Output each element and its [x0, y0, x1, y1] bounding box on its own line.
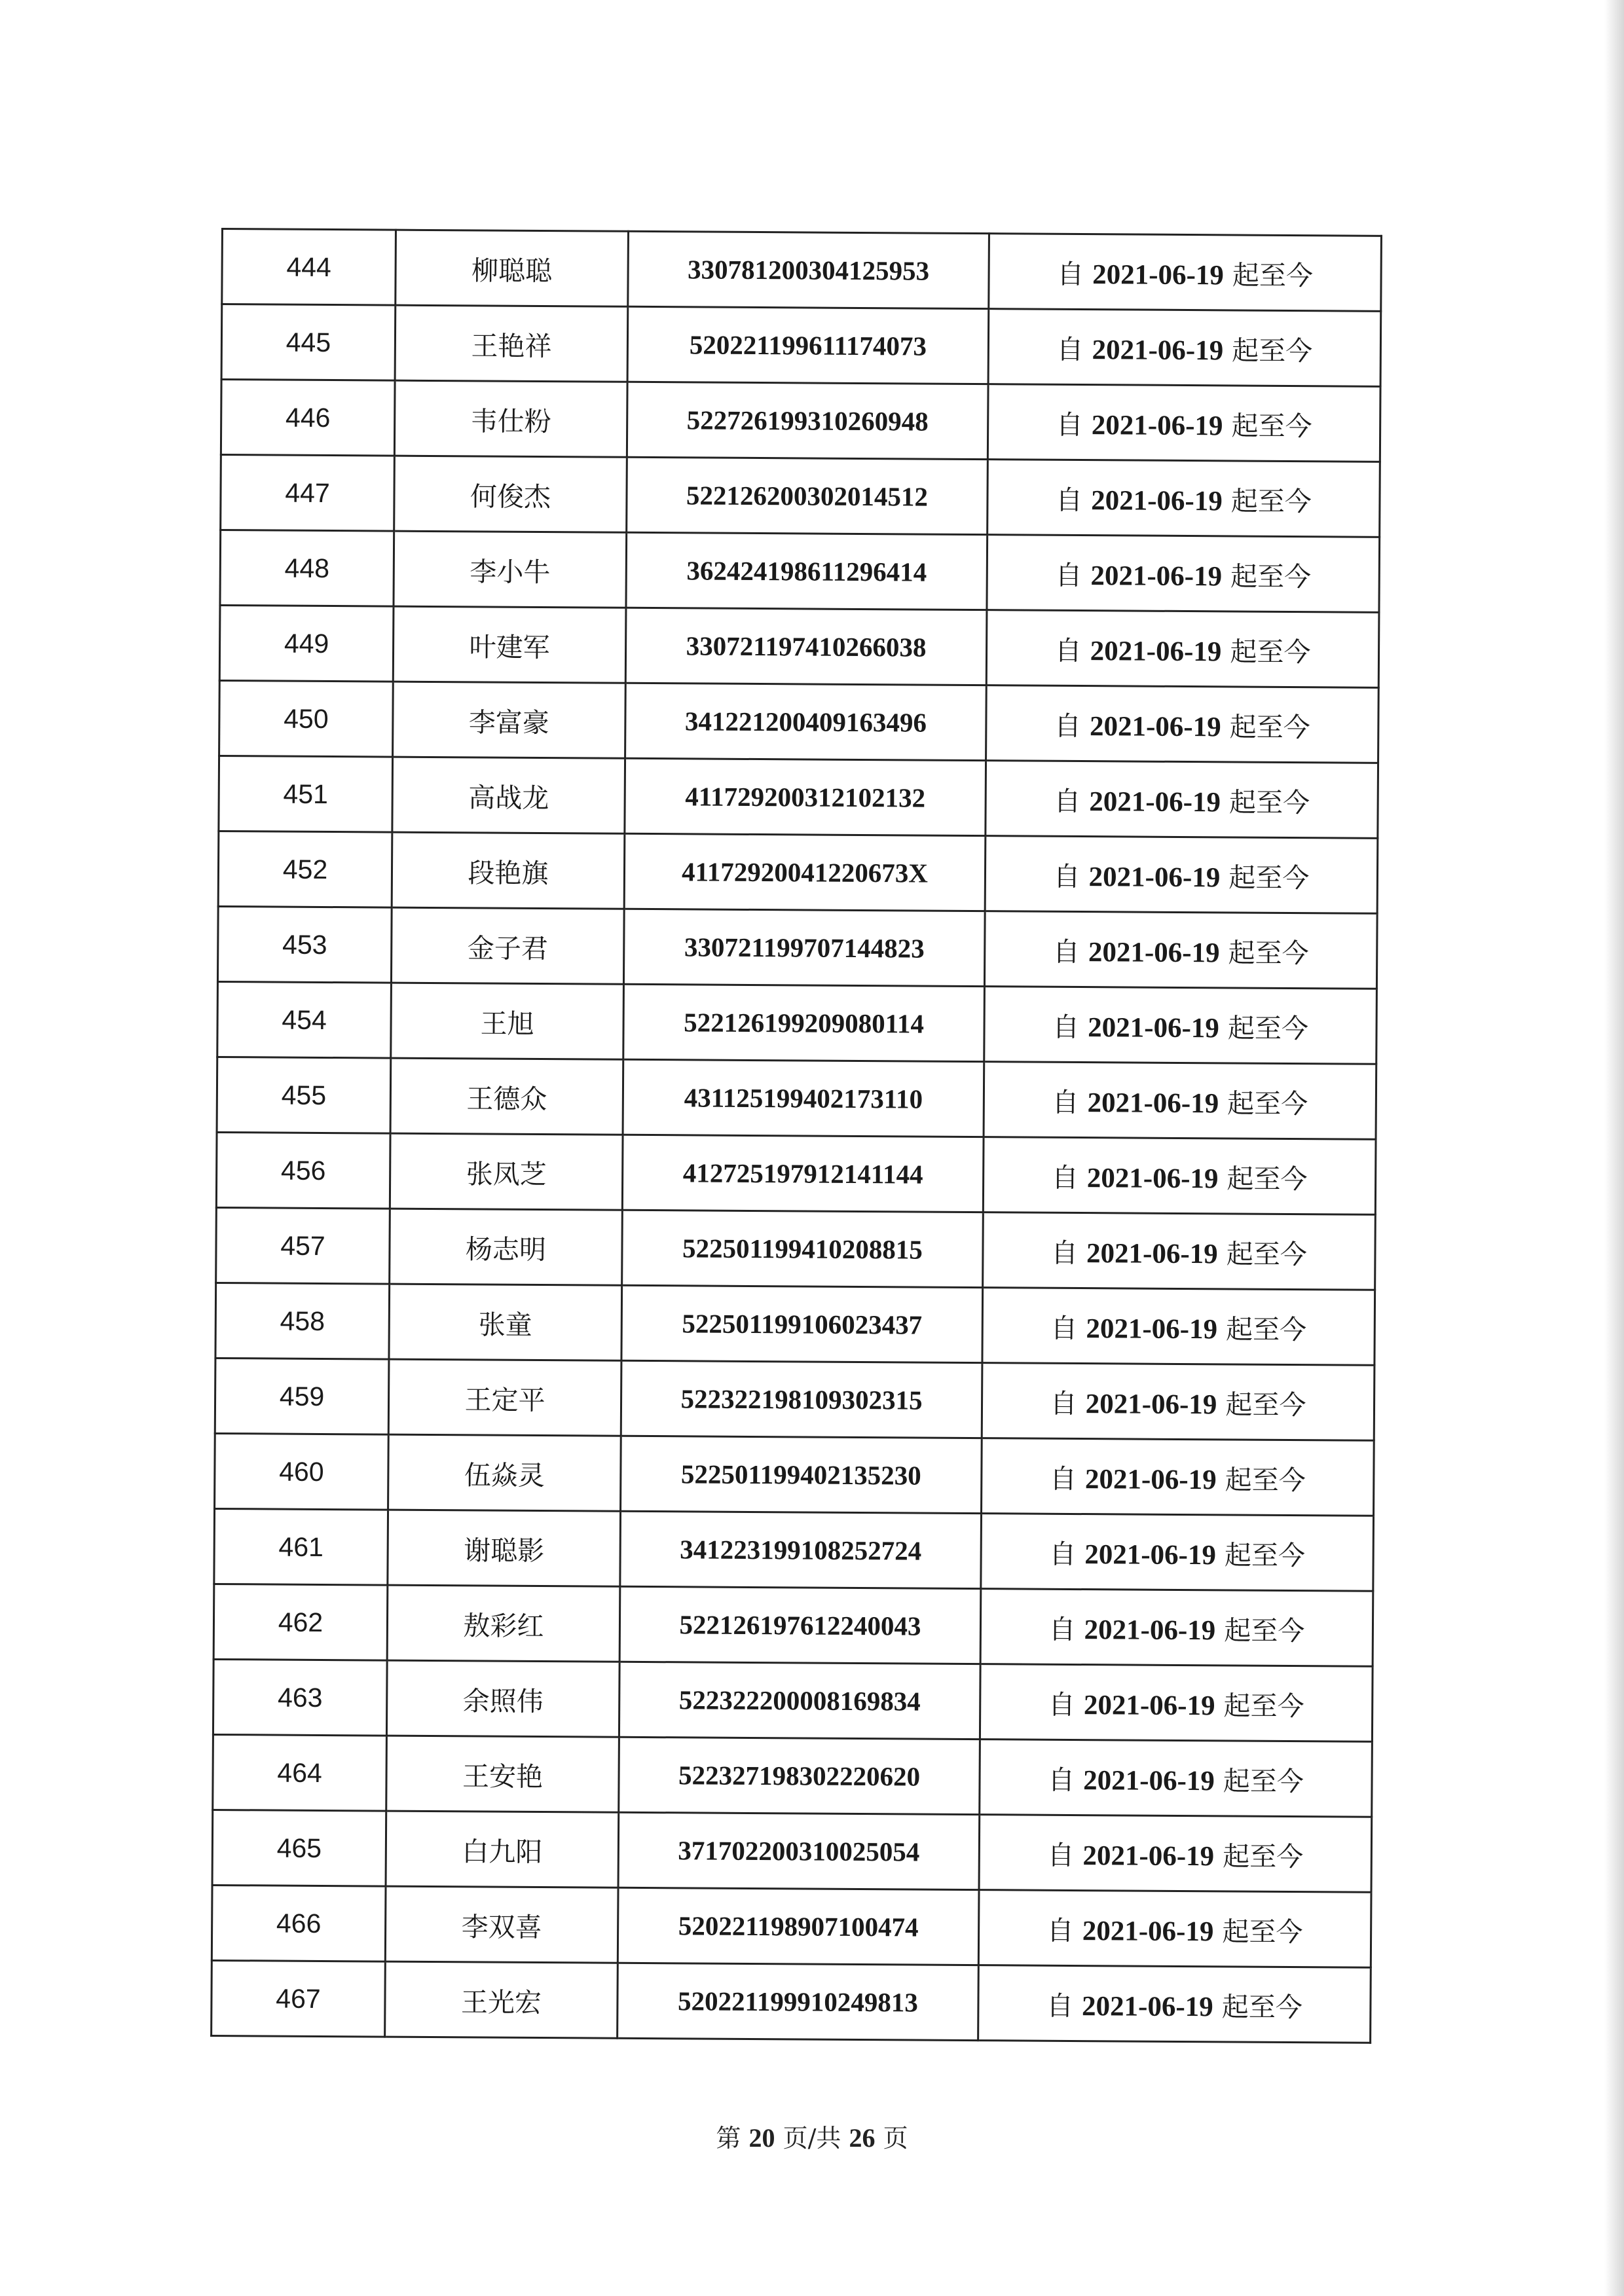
table-row [222, 229, 1382, 312]
current-page-number: 20 [748, 2123, 775, 2153]
name-cell: 王旭 [391, 983, 624, 1059]
name-cell: 张童 [389, 1284, 622, 1360]
period-start-date: 2021-06-19 [1084, 1539, 1217, 1571]
period-cell [978, 1965, 1371, 2043]
row-number-cell: 445 [221, 304, 396, 381]
period-start-date: 2021-06-19 [1087, 1087, 1219, 1119]
period-suffix: 起至今 [1224, 1539, 1306, 1571]
name-cell: 伍焱灵 [388, 1434, 621, 1511]
row-number-cell: 465 [212, 1810, 386, 1886]
row-number-cell: 444 [222, 229, 396, 306]
row-number-cell: 452 [218, 831, 392, 907]
period-start-date: 2021-06-19 [1083, 1689, 1215, 1721]
period-prefix: 自 [1050, 1312, 1078, 1344]
row-number-cell: 449 [219, 605, 394, 682]
name-cell: 谢聪影 [388, 1510, 621, 1586]
period-cell [983, 1212, 1376, 1290]
row-number-cell: 459 [215, 1358, 389, 1434]
name-cell: 余照伟 [386, 1660, 619, 1737]
period-suffix: 起至今 [1225, 1388, 1306, 1421]
period-prefix: 自 [1054, 710, 1082, 742]
id-number-cell: 520221199611174073 [627, 306, 989, 384]
name-cell: 白九阳 [386, 1811, 619, 1887]
table-row [221, 380, 1380, 462]
period-cell [982, 1363, 1375, 1441]
id-number-cell: 41172920041220673X [624, 833, 986, 911]
table-row [212, 1885, 1371, 1967]
id-number-cell: 431125199402173110 [623, 1059, 984, 1137]
row-number-cell: 462 [213, 1584, 388, 1660]
period-prefix: 自 [1048, 1688, 1076, 1721]
footer-middle: 页/共 [783, 2124, 841, 2153]
id-number-cell: 412725197912141144 [622, 1135, 984, 1212]
period-prefix: 自 [1046, 1990, 1074, 2022]
row-number-cell: 451 [219, 756, 393, 832]
table-row [212, 1960, 1371, 2043]
period-start-date: 2021-06-19 [1082, 1915, 1214, 1947]
period-cell [986, 685, 1379, 763]
period-start-date: 2021-06-19 [1086, 1162, 1219, 1194]
id-number-cell: 522126199209080114 [623, 984, 985, 1061]
period-suffix: 起至今 [1222, 1915, 1303, 1948]
period-prefix: 自 [1048, 1764, 1075, 1796]
row-number-cell: 467 [212, 1960, 386, 2037]
table-row [214, 1508, 1374, 1591]
id-number-cell: 411729200312102132 [625, 758, 986, 835]
name-cell: 李双喜 [385, 1886, 618, 1963]
id-number-cell: 522126197612240043 [619, 1586, 981, 1664]
period-cell [984, 987, 1377, 1065]
period-suffix: 起至今 [1225, 1463, 1306, 1496]
name-cell: 韦仕粉 [394, 380, 627, 457]
period-prefix: 自 [1046, 1914, 1074, 1946]
table-row [212, 1810, 1372, 1892]
period-prefix: 自 [1057, 258, 1084, 290]
row-number-cell: 466 [212, 1885, 386, 1961]
table-row [216, 1132, 1376, 1214]
name-cell: 王艳祥 [395, 305, 628, 382]
table-row [216, 1207, 1376, 1290]
period-start-date: 2021-06-19 [1081, 1990, 1213, 2022]
period-start-date: 2021-06-19 [1086, 1237, 1218, 1269]
name-cell: 何俊杰 [394, 456, 627, 532]
period-start-date: 2021-06-19 [1083, 1764, 1215, 1796]
period-prefix: 自 [1051, 1161, 1079, 1194]
id-number-cell: 522726199310260948 [627, 382, 988, 459]
row-number-cell: 455 [217, 1057, 391, 1133]
row-number-cell: 450 [219, 680, 394, 757]
period-prefix: 自 [1049, 1538, 1077, 1570]
page-footer [0, 2118, 1624, 2154]
period-suffix: 起至今 [1232, 334, 1313, 367]
period-suffix: 起至今 [1225, 1313, 1307, 1345]
id-number-cell: 522501199106023437 [621, 1285, 983, 1362]
name-cell: 柳聪聪 [396, 230, 629, 306]
table-row [219, 605, 1379, 687]
row-number-cell: 457 [216, 1207, 390, 1284]
period-suffix: 起至今 [1223, 1764, 1304, 1797]
name-cell: 高战龙 [392, 757, 625, 833]
id-number-cell: 520221198907100474 [618, 1887, 979, 1965]
id-number-cell: 522322200008169834 [619, 1662, 980, 1739]
id-number-cell: 522501199410208815 [622, 1210, 984, 1287]
period-start-date: 2021-06-19 [1084, 1614, 1216, 1646]
period-start-date: 2021-06-19 [1088, 936, 1220, 968]
period-cell [981, 1514, 1374, 1592]
period-prefix: 自 [1050, 1237, 1079, 1269]
period-suffix: 起至今 [1230, 635, 1311, 668]
name-cell: 李小牛 [394, 531, 627, 608]
row-number-cell: 458 [215, 1283, 390, 1359]
period-start-date: 2021-06-19 [1092, 259, 1225, 291]
row-number-cell: 456 [216, 1132, 390, 1209]
name-cell: 李富豪 [393, 682, 626, 758]
period-suffix: 起至今 [1227, 1011, 1309, 1044]
period-start-date: 2021-06-19 [1091, 484, 1223, 517]
period-suffix: 起至今 [1229, 710, 1310, 743]
footer-prefix: 第 [716, 2124, 741, 2153]
id-number-cell: 520221199910249813 [618, 1963, 979, 2040]
period-suffix: 起至今 [1227, 1162, 1308, 1195]
period-cell [982, 1438, 1375, 1516]
roster-table-body [212, 229, 1382, 2043]
id-number-cell: 522322198109302315 [621, 1360, 982, 1438]
period-cell [982, 1288, 1375, 1366]
period-suffix: 起至今 [1226, 1237, 1307, 1270]
period-suffix: 起至今 [1224, 1614, 1305, 1647]
id-number-cell: 362424198611296414 [626, 532, 987, 610]
name-cell: 叶建军 [393, 606, 626, 683]
period-suffix: 起至今 [1231, 409, 1312, 442]
period-cell [984, 911, 1377, 989]
period-suffix: 起至今 [1230, 560, 1312, 592]
period-prefix: 自 [1050, 1387, 1077, 1419]
period-cell [978, 1890, 1371, 1968]
table-row [220, 530, 1380, 613]
table-row [213, 1659, 1373, 1741]
row-number-cell: 461 [214, 1508, 388, 1585]
period-cell [984, 1062, 1376, 1140]
name-cell: 王光宏 [385, 1961, 618, 2038]
period-suffix: 起至今 [1223, 1689, 1304, 1722]
period-prefix: 自 [1054, 634, 1082, 666]
footer-suffix: 页 [883, 2124, 908, 2153]
period-start-date: 2021-06-19 [1091, 409, 1223, 441]
period-cell [979, 1815, 1372, 1893]
row-number-cell: 448 [220, 530, 394, 607]
period-suffix: 起至今 [1228, 786, 1310, 818]
row-number-cell: 446 [221, 380, 395, 456]
period-suffix: 起至今 [1228, 936, 1309, 969]
period-start-date: 2021-06-19 [1089, 710, 1221, 742]
period-cell [986, 761, 1378, 839]
period-prefix: 自 [1048, 1613, 1076, 1645]
period-prefix: 自 [1047, 1839, 1075, 1871]
id-number-cell: 330781200304125953 [628, 231, 989, 308]
table-row [217, 1057, 1376, 1139]
row-number-cell: 454 [217, 981, 392, 1058]
period-suffix: 起至今 [1223, 1840, 1304, 1872]
period-cell [980, 1589, 1373, 1667]
period-start-date: 2021-06-19 [1088, 861, 1221, 893]
roster-table [210, 228, 1382, 2044]
id-number-cell: 371702200310025054 [618, 1812, 980, 1889]
id-number-cell: 522501199402135230 [621, 1436, 982, 1513]
table-row [219, 680, 1379, 763]
period-cell [983, 1137, 1376, 1215]
period-prefix: 自 [1053, 860, 1080, 892]
table-row [221, 304, 1381, 387]
row-number-cell: 463 [213, 1659, 387, 1736]
period-start-date: 2021-06-19 [1090, 560, 1223, 592]
table-row [217, 981, 1377, 1064]
period-start-date: 2021-06-19 [1086, 1313, 1218, 1345]
period-prefix: 自 [1052, 1011, 1080, 1043]
period-cell [988, 309, 1381, 387]
period-prefix: 自 [1055, 559, 1082, 591]
scan-edge-shadow [1604, 0, 1624, 2296]
period-suffix: 起至今 [1227, 1087, 1308, 1120]
id-number-cell: 330721199707144823 [623, 909, 985, 986]
period-start-date: 2021-06-19 [1088, 1011, 1220, 1044]
period-prefix: 自 [1054, 785, 1081, 817]
period-prefix: 自 [1052, 1086, 1079, 1118]
period-cell [980, 1664, 1373, 1742]
row-number-cell: 460 [215, 1433, 389, 1510]
table-row [219, 756, 1378, 838]
period-suffix: 起至今 [1228, 861, 1310, 894]
period-start-date: 2021-06-19 [1082, 1840, 1215, 1872]
period-start-date: 2021-06-19 [1090, 635, 1222, 667]
id-number-cell: 522126200302014512 [627, 457, 988, 534]
table-row [215, 1433, 1375, 1516]
period-prefix: 自 [1055, 484, 1083, 516]
row-number-cell: 464 [213, 1734, 387, 1811]
period-prefix: 自 [1049, 1463, 1077, 1495]
table-row [218, 831, 1378, 913]
name-cell: 王定平 [388, 1359, 621, 1436]
name-cell: 杨志明 [390, 1209, 623, 1285]
table-row [215, 1283, 1375, 1365]
table-row [221, 455, 1380, 538]
period-cell [980, 1740, 1373, 1817]
period-cell [987, 384, 1380, 462]
name-cell: 王德众 [390, 1058, 623, 1135]
name-cell: 敖彩红 [387, 1585, 620, 1662]
period-cell [989, 234, 1382, 312]
period-cell [985, 836, 1378, 914]
id-number-cell: 341221200409163496 [625, 683, 987, 760]
id-number-cell: 330721197410266038 [625, 608, 987, 685]
row-number-cell: 447 [221, 455, 395, 532]
id-number-cell: 341223199108252724 [620, 1511, 982, 1588]
table-row [215, 1358, 1375, 1440]
period-start-date: 2021-06-19 [1092, 334, 1224, 366]
period-prefix: 自 [1052, 936, 1080, 968]
id-number-cell: 522327198302220620 [619, 1737, 980, 1814]
name-cell: 金子君 [391, 907, 624, 984]
name-cell: 张凤芝 [390, 1133, 623, 1210]
table-row [217, 906, 1377, 989]
period-cell [986, 610, 1379, 688]
period-suffix: 起至今 [1221, 1990, 1302, 2023]
table-row [213, 1584, 1373, 1666]
row-number-cell: 453 [217, 906, 392, 983]
period-start-date: 2021-06-19 [1089, 786, 1221, 818]
name-cell: 王安艳 [386, 1736, 619, 1812]
period-cell [987, 535, 1380, 613]
period-start-date: 2021-06-19 [1085, 1388, 1217, 1420]
period-prefix: 自 [1056, 333, 1084, 365]
table-row [213, 1734, 1373, 1817]
name-cell: 段艳旗 [392, 832, 625, 909]
period-prefix: 自 [1056, 409, 1083, 441]
total-page-number: 26 [849, 2123, 876, 2153]
period-suffix: 起至今 [1230, 484, 1312, 517]
period-suffix: 起至今 [1232, 259, 1314, 291]
period-cell [987, 460, 1380, 538]
period-start-date: 2021-06-19 [1084, 1463, 1217, 1495]
